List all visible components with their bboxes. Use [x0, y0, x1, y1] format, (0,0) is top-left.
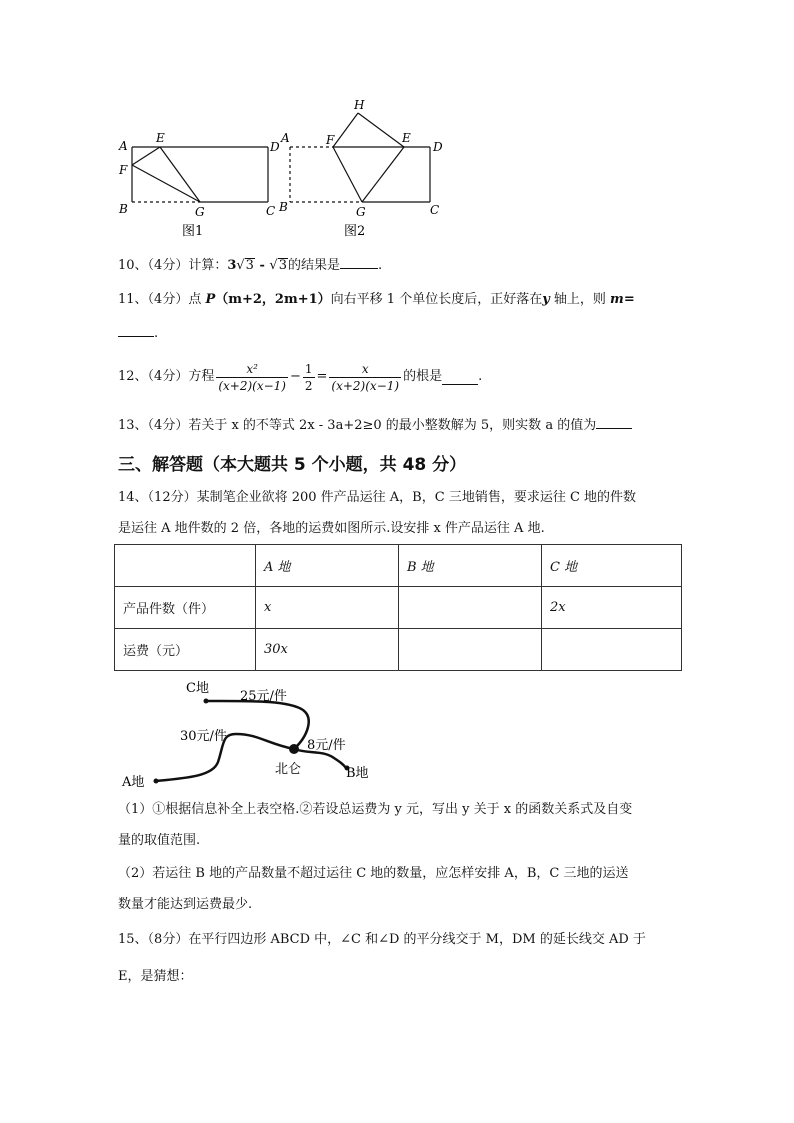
fig1-eg — [160, 147, 200, 202]
table-header-cell: A 地 — [256, 545, 399, 587]
question-14-line2: 是运往 A 地件数的 2 倍，各地的运费如图所示.设安排 x 件产品运往 A 地. — [118, 521, 545, 536]
table-row — [115, 587, 682, 629]
q12-frac3-num: x — [329, 361, 401, 378]
q12-suffix: 的根是 — [403, 369, 443, 384]
fig2-label-e: E — [402, 131, 411, 145]
question-10: 10、（4分）计算：3√3 - √3的结果是 . — [118, 254, 382, 276]
q12-fraction-2 — [303, 361, 315, 394]
map-b-price: 8元/件 — [307, 738, 346, 753]
table-cell: 运费（元） — [115, 629, 256, 671]
fig2-label-c: C — [430, 203, 440, 217]
fig1-label-b: B — [119, 202, 128, 216]
fig1-caption: 图1 — [182, 224, 204, 239]
q11-axis: y — [542, 292, 550, 307]
question-15-line2: E，是猜想： — [118, 969, 193, 984]
question-12 — [118, 355, 482, 399]
fig2-label-h: H — [354, 98, 365, 112]
table-header-row — [115, 545, 682, 587]
fig1-label-c: C — [266, 204, 276, 218]
table-cell: 产品件数（件） — [115, 587, 256, 629]
q11-coords: （m+2，2m+1） — [215, 292, 331, 307]
q10-prefix: 10、（4分）计算： — [118, 258, 228, 273]
table-cell: 30x — [256, 629, 399, 671]
q12-prefix: 12、（4分）方程 — [118, 369, 215, 384]
table-cell[interactable] — [542, 629, 682, 671]
question-14-part1-line2: 量的取值范围. — [118, 833, 201, 848]
question-14-part1-line1: （1）①根据信息补全上表空格.②若设总运费为 y 元，写出 y 关于 x 的函数关系式及自变 — [118, 802, 633, 817]
table-header-cell — [115, 545, 256, 587]
fig1-label-e: E — [156, 131, 165, 145]
fig2-label-f: F — [326, 133, 335, 147]
table-row — [115, 629, 682, 671]
fig1-label-a: A — [119, 139, 128, 153]
q10-suffix: 的结果是 — [287, 258, 340, 273]
question-13 — [118, 414, 632, 436]
map-b-label: B地 — [346, 766, 369, 781]
q10-minus: - — [254, 258, 270, 273]
a-dot — [154, 779, 159, 784]
table-cell[interactable] — [399, 629, 542, 671]
fig1-fg — [132, 165, 200, 202]
q10-radicand-a: 3 — [245, 258, 254, 273]
q11-eq: = — [623, 292, 635, 307]
fig1-label-d: D — [270, 140, 280, 154]
q12-frac2-den: 2 — [304, 378, 313, 393]
map-c-label: C地 — [186, 681, 209, 696]
table-cell[interactable] — [399, 587, 542, 629]
q11-point: P — [205, 292, 216, 307]
table-cell: x — [256, 587, 399, 629]
figure-2 — [278, 95, 448, 240]
fig2-label-b: B — [279, 200, 288, 214]
map-a-label: A地 — [122, 775, 145, 790]
q11-answer-blank[interactable] — [118, 322, 154, 337]
fig2-he — [358, 113, 404, 147]
route-map — [118, 676, 388, 796]
q10-answer-blank[interactable] — [340, 254, 378, 269]
fig2-label-a: A — [281, 131, 290, 145]
fig2-fh — [333, 113, 358, 147]
table-header-cell: B 地 — [399, 545, 542, 587]
question-11-cont — [118, 322, 158, 344]
q12-fraction-1 — [216, 361, 288, 394]
c-dot — [204, 699, 209, 704]
q11-var: m — [610, 292, 624, 307]
fig2-label-g: G — [356, 205, 366, 219]
question-14-part2-line1: （2）若运往 B 地的产品数量不超过运往 C 地的数量，应怎样安排 A，B，C 三地的运送 — [118, 866, 629, 881]
freight-table — [114, 544, 682, 671]
fig1-fe — [132, 147, 160, 165]
q12-frac1-den: (x+2)(x−1) — [218, 378, 286, 393]
q12-frac3-den: (x+2)(x−1) — [331, 378, 400, 393]
question-15-line1: 15、（8分）在平行四边形 ABCD 中，∠C 和∠D 的平分线交于 M，DM 的延长线交 AD 于 — [118, 932, 646, 947]
figure-1 — [110, 125, 285, 240]
table-cell: 2x — [542, 587, 682, 629]
section-3-heading: 三、解答题（本大题共 5 个小题，共 48 分） — [118, 455, 467, 475]
fig2-caption: 图2 — [344, 224, 366, 239]
map-a-price: 30元/件 — [180, 729, 227, 744]
q10-radicand-b: 3 — [278, 258, 287, 273]
fig2-label-d: D — [433, 140, 443, 154]
q12-end: . — [478, 369, 483, 384]
q12-frac2-num: 1 — [304, 361, 313, 376]
q10-coef: 3 — [227, 258, 237, 273]
q12-answer-blank[interactable] — [442, 370, 478, 385]
q12-eq: = — [316, 369, 328, 384]
q13-answer-blank[interactable] — [596, 414, 632, 429]
center-dot — [289, 744, 299, 754]
q11-end: . — [154, 326, 159, 341]
fig2-fg — [333, 147, 362, 202]
fig1-label-f: F — [119, 163, 128, 177]
question-11 — [118, 290, 635, 310]
q12-minus: − — [289, 369, 301, 384]
q11-prefix: 11、（4分）点 — [118, 292, 206, 307]
q12-fraction-3 — [329, 361, 401, 394]
q12-frac1-num: x² — [216, 361, 288, 378]
fig1-label-g: G — [195, 205, 205, 219]
q11-text: 向右平移 1 个单位长度后，正好落在 — [330, 292, 543, 307]
question-14-part2-line2: 数量才能达到运费最少. — [118, 897, 253, 912]
map-c-price: 25元/件 — [240, 689, 287, 704]
question-14-line1: 14、（12分）某制笔企业欲将 200 件产品运往 A，B，C 三地销售，要求运往 C 地的件数 — [118, 490, 637, 505]
q13-text: 13、（4分）若关于 x 的不等式 2x - 3a+2≥0 的最小整数解为 5，则实数 a 的值为 — [118, 418, 597, 433]
q10-end: . — [378, 258, 383, 273]
q11-text2: 轴上，则 — [549, 292, 611, 307]
table-header-cell: C 地 — [542, 545, 682, 587]
map-center-label: 北仑 — [275, 762, 302, 777]
fig2-eg — [362, 147, 404, 202]
